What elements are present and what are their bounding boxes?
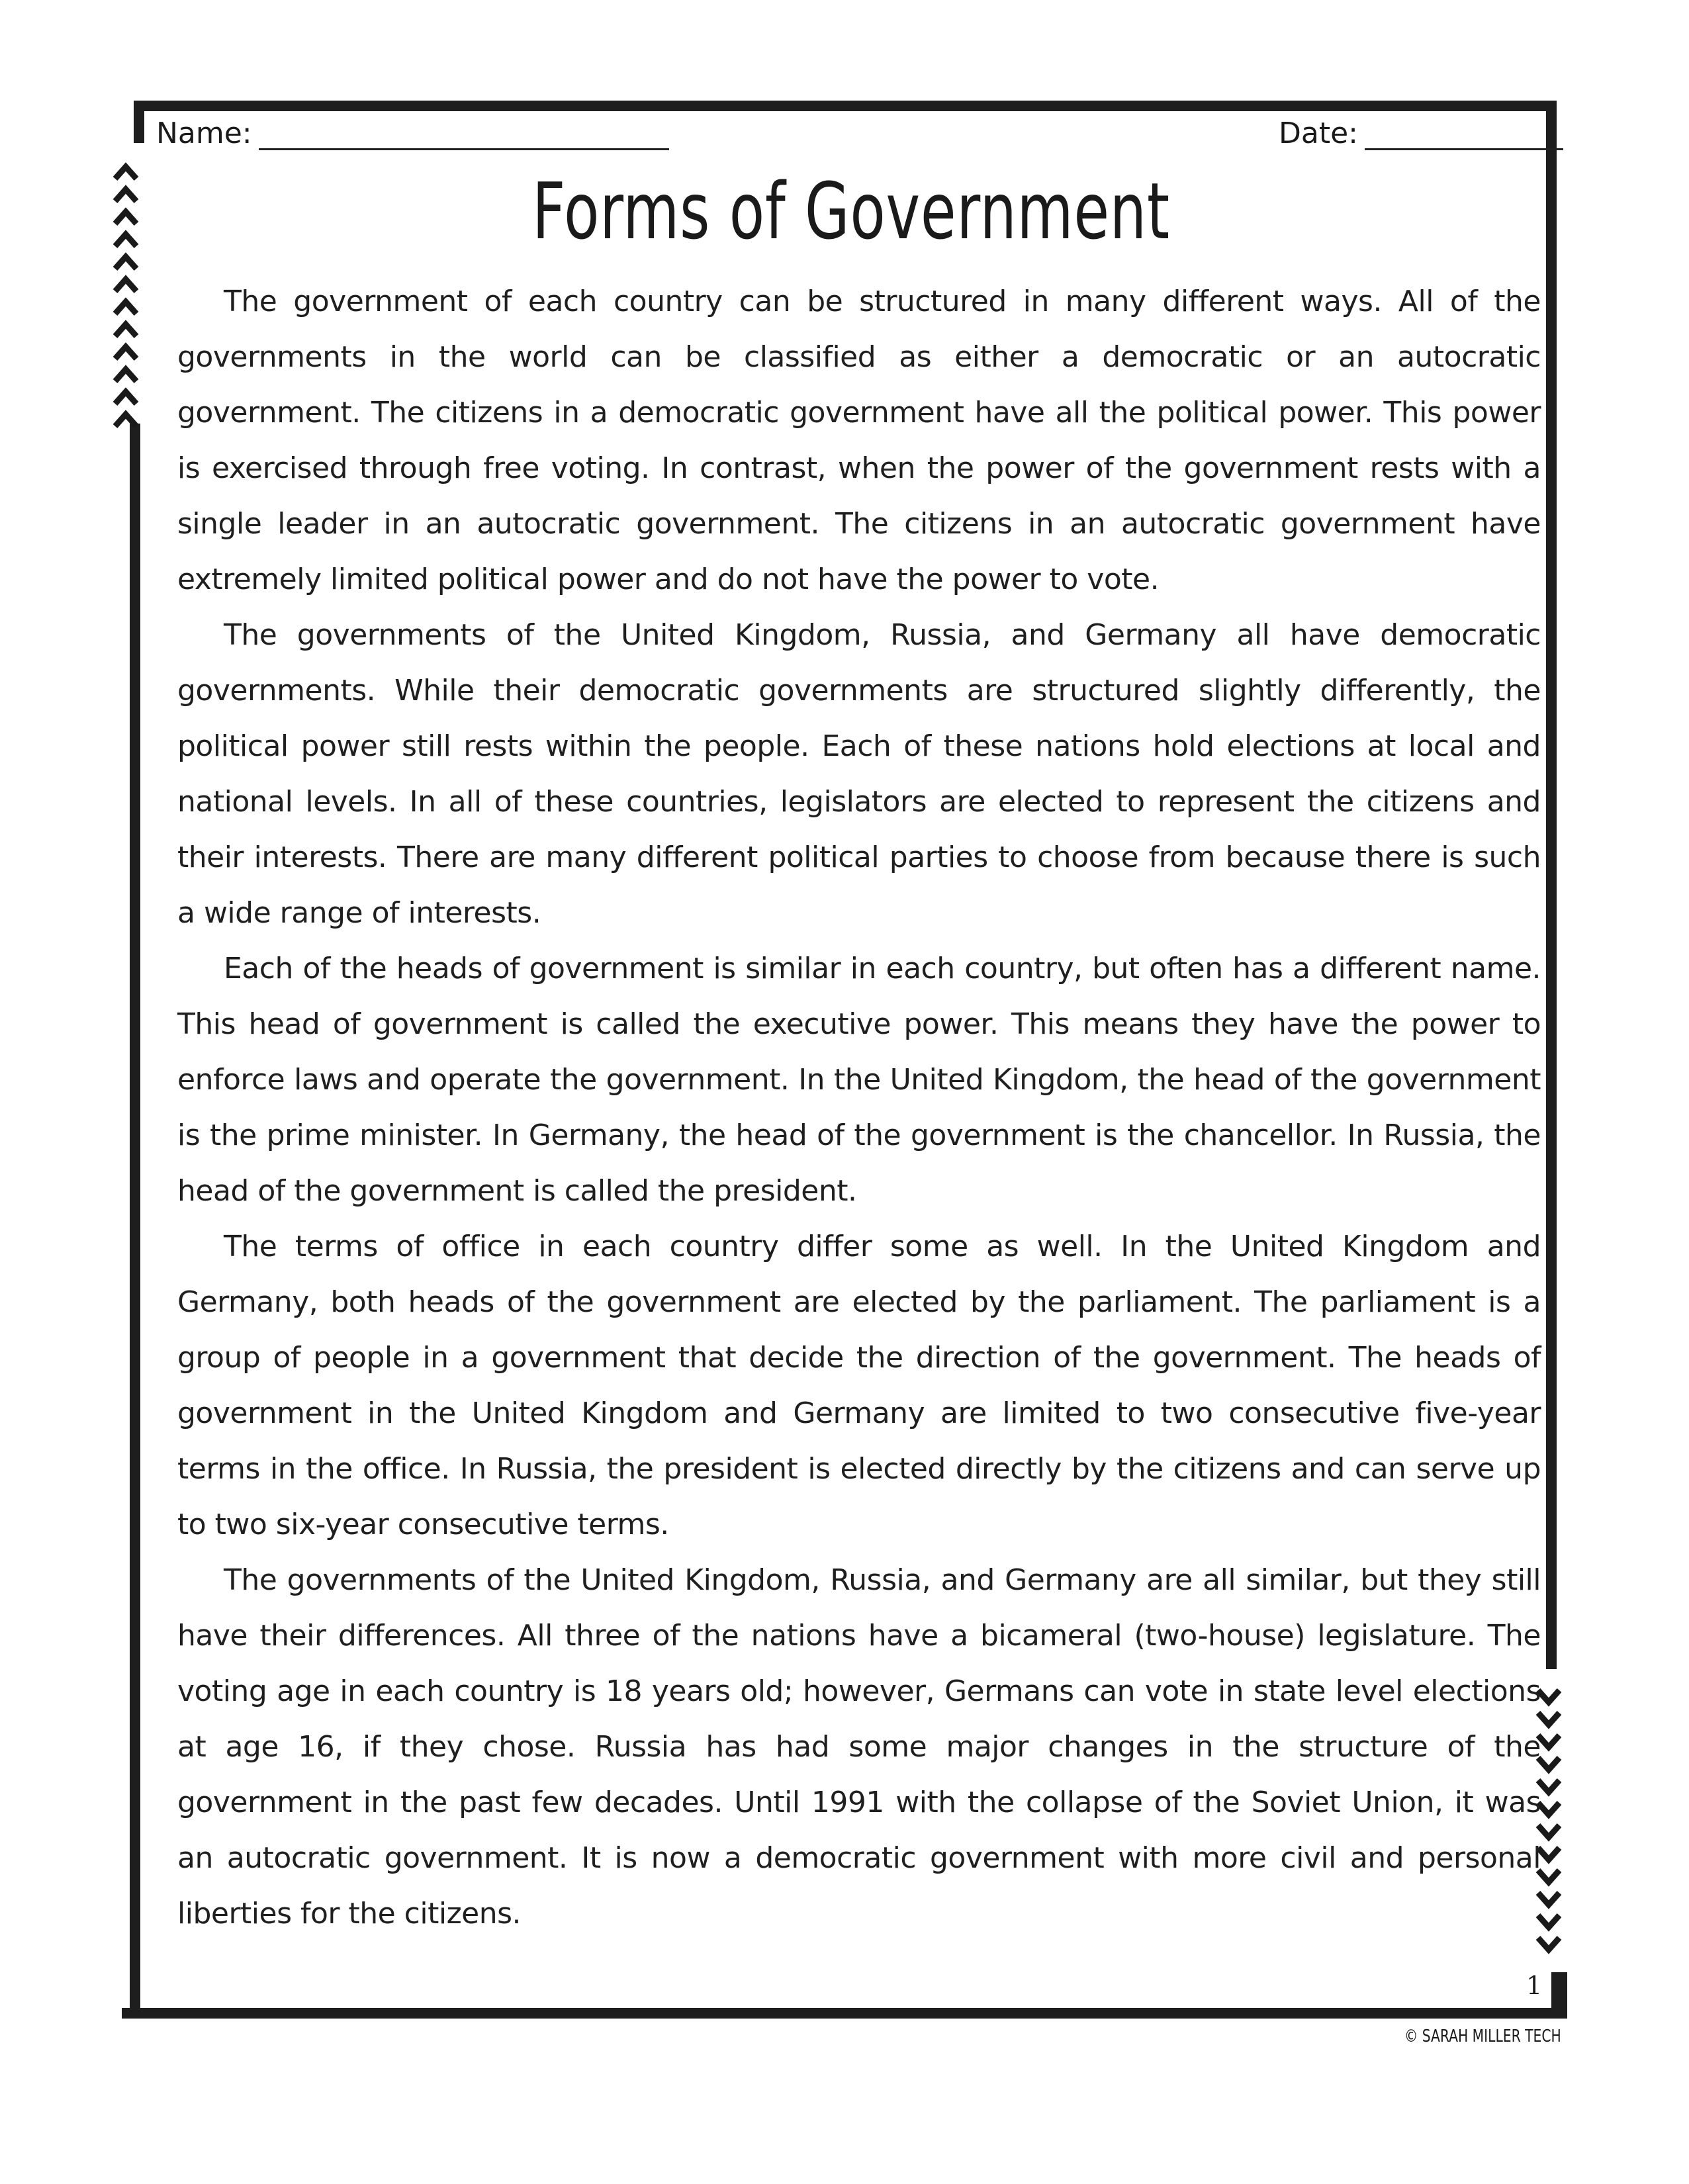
frame-bottom-border: [122, 2008, 1567, 2019]
frame-top-border: [134, 101, 1557, 111]
name-field-group: [156, 116, 669, 150]
name-blank[interactable]: [259, 120, 669, 150]
paragraph: The governments of the United Kingdom, Russia, and Germany all have democratic governments. While their democratic governments are structured slightly differently, the political power still rests within the people. Each of these nations hold elections at local and national levels. In all of these countries, legislators are elected to represent the citizens and their interests. There are many different political parties to choose from because there is such a wide range of interests.: [177, 618, 1541, 930]
worksheet-header: [156, 116, 1553, 156]
date-label: Date:: [1279, 116, 1358, 150]
paragraph: The terms of office in each country differ some as well. In the United Kingdom and Germany, both heads of the government are elected by the parliament. The parliament is a group of people in a government that decide the direction of the government. The heads of government in the United Kingdom and Germany are limited to two consecutive five-year terms in the office. In Russia, the president is elected directly by the citizens and can serve up to two six-year consecutive terms.: [177, 1230, 1541, 1541]
left-chevron-decoration: [111, 159, 140, 429]
frame-left-border: [130, 424, 140, 2019]
frame-top-left-notch: [134, 111, 144, 143]
name-label: Name:: [156, 116, 252, 150]
page-number: 1: [1526, 1971, 1543, 2000]
chevron-up-icon: [111, 406, 140, 435]
paragraph: The governments of the United Kingdom, Russia, and Germany are all similar, but they still have their differences. All three of the nations have a bicameral (two-house) legislature. The voting age in each country is 18 years old; however, Germans can vote in state level elections at age 16, if they chose. Russia has had some major changes in the structure of the government in the past few decades. Until 1991 with the collapse of the Soviet Union, it was an autocratic government. It is now a democratic government with more civil and personal liberties for the citizens.: [177, 1563, 1541, 1931]
paragraph: Each of the heads of government is similar in each country, but often has a different name. This head of government is called the executive power. This means they have the power to enforce laws and operate the government. In the United Kingdom, the head of the government is the prime minister. In Germany, the head of the government is the chancellor. In Russia, the head of the government is called the president.: [177, 952, 1541, 1208]
date-field-group: [1279, 116, 1563, 150]
paragraph: The government of each country can be structured in many different ways. All of the governments in the world can be classified as either a democratic or an autocratic government. The citizens in a democratic government have all the political power. This power is exercised through free voting. In contrast, when the power of the government rests with a single leader in an autocratic government. The citizens in an autocratic government have extremely limited political power and do not have the power to vote.: [177, 285, 1541, 596]
copyright-notice: © SARAH MILLER TECH: [1404, 2026, 1561, 2046]
date-blank[interactable]: [1365, 120, 1563, 150]
frame-right-border: [1546, 101, 1557, 1669]
page-title: Forms of Government: [532, 165, 1170, 257]
frame-bottom-right-notch: [1551, 1972, 1567, 2008]
article-body: [177, 274, 1541, 1942]
